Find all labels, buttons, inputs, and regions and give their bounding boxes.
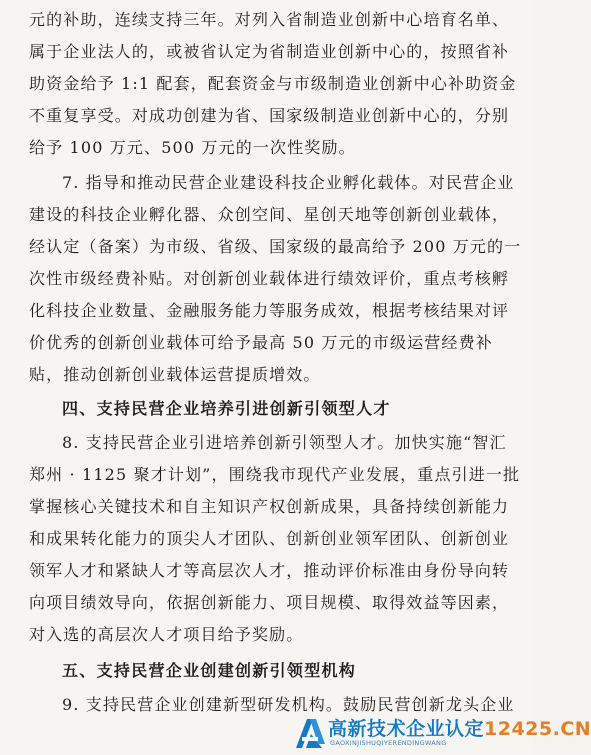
body-line: 对入选的高层次人才项目给予奖励。	[29, 625, 304, 644]
paragraph-start-line: 7. 指导和推动民营企业建设科技企业孵化载体。对民营企业	[62, 173, 515, 192]
body-line: 不重复享受。对成功创建为省、国家级制造业创新中心的，分别	[29, 106, 510, 125]
body-line: 郑州 · 1125 聚才计划”，围绕我市现代产业发展，重点引进一批	[29, 465, 521, 484]
section-heading: 五、支持民营企业创建创新引领型机构	[62, 661, 357, 680]
section-heading: 四、支持民营企业培养引进创新引领型人才	[62, 399, 391, 418]
paragraph-start-line: 8. 支持民营企业引进培养创新引领型人才。加快实施“智汇	[62, 433, 507, 452]
body-line: 和成果转化能力的顶尖人才团队、创新创业领军团队、创新创业	[29, 529, 510, 548]
body-line: 掌握核心关键技术和自主知识产权创新成果，具备持续创新能力	[29, 497, 510, 516]
body-line: 向项目绩效导向，依据创新能力、项目规模、取得效益等因素，	[29, 593, 510, 612]
body-line: 价优秀的创新创业载体可给予最高 50 万元的市级运营经费补	[29, 333, 493, 352]
body-line: 建设的科技企业孵化器、众创空间、星创天地等创新创业载体，	[29, 205, 510, 224]
logo-a-icon	[292, 716, 326, 750]
paragraph-start-line: 9. 支持民营企业创建新型研发机构。鼓励民营创新龙头企业	[62, 695, 515, 714]
body-line: 次性市级经费补贴。对创新创业载体进行绩效评价，重点考核孵	[29, 269, 510, 288]
body-line: 领军人才和紧缺人才等高层次人才，推动评价标准由身份导向转	[29, 561, 510, 580]
body-line: 经认定（备案）为市级、省级、国家级的最高给予 200 万元的一	[29, 237, 522, 256]
body-line: 化科技企业数量、金融服务能力等服务成效，根据考核结果对评	[29, 301, 510, 320]
site-watermark	[292, 712, 591, 752]
watermark-site-name: 高新技术企业认定	[328, 718, 485, 740]
watermark-title	[328, 714, 591, 741]
watermark-domain: 12425.CN	[484, 718, 591, 740]
body-line: 助资金给予 1:1 配套，配套资金与市级制造业创新中心补助资金	[29, 74, 517, 93]
body-line: 元的补助，连续支持三年。对列入省制造业创新中心培育名单、	[29, 10, 510, 29]
body-line: 属于企业法人的，或被省认定为省制造业创新中心的，按照省补	[29, 42, 510, 61]
body-line: 贴，推动创新创业载体运营提质增效。	[29, 365, 321, 384]
watermark-subtitle: GAOXINJISHUQIYERENDINGWANG	[330, 739, 447, 747]
body-line: 给予 100 万元、500 万元的一次性奖励。	[29, 138, 356, 157]
